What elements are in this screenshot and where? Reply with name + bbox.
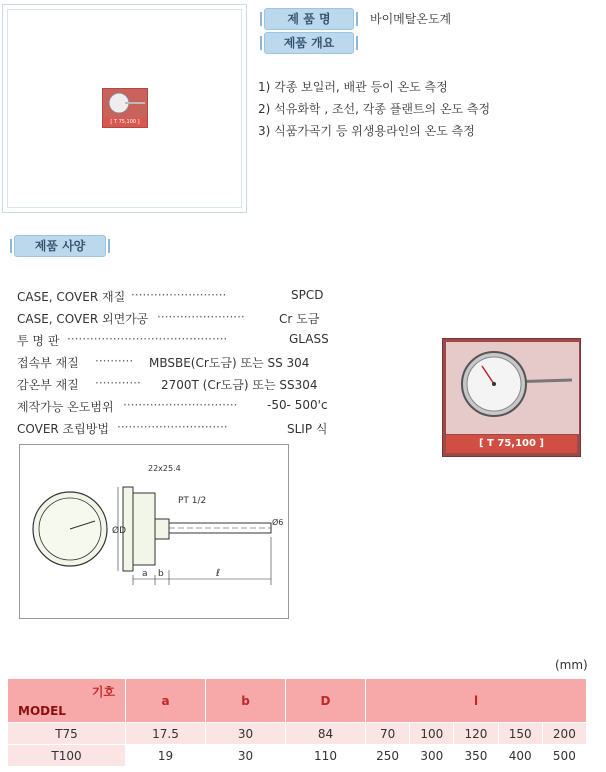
cell-d: 110 — [286, 745, 366, 767]
cell-b: 30 — [206, 745, 286, 767]
spec-value: SPCD — [291, 288, 324, 302]
table-row — [8, 723, 587, 745]
spec-label-text: CASE, COVER 외면가공 — [17, 312, 149, 326]
spec-label-text: 감온부 재질 — [17, 378, 79, 392]
spec-label-text: COVER 조립방법 — [17, 422, 109, 436]
spec-row — [17, 398, 328, 415]
cell-l: 300 — [410, 745, 454, 767]
cell-model: T75 — [8, 723, 126, 745]
cell-l: 400 — [498, 745, 542, 767]
cell-l: 70 — [366, 723, 410, 745]
header-d: D — [286, 679, 366, 723]
product-photo-frame — [2, 4, 247, 213]
unit-label: (mm) — [555, 658, 588, 672]
product-photo-bg — [446, 342, 577, 434]
dimension-table — [7, 678, 587, 767]
spec-value: -50- 500'c — [267, 398, 328, 412]
dim-b-label: b — [158, 569, 164, 579]
spec-dots: ························· — [131, 288, 227, 302]
spec-label-text: 투 명 판 — [17, 334, 60, 348]
product-name-value: 바이메탈온도계 — [370, 12, 452, 26]
spec-dots: ·········· — [95, 354, 134, 368]
cell-l: 350 — [454, 745, 498, 767]
cell-l: 200 — [542, 723, 586, 745]
spec-label-text: 접속부 재질 — [17, 356, 79, 370]
product-photo-caption: [ T 75,100 ] — [446, 435, 577, 453]
table-header-row — [8, 679, 587, 723]
spec-row — [17, 310, 320, 327]
dim-pt-label: PT 1/2 — [178, 496, 207, 506]
cell-model: T100 — [8, 745, 126, 767]
spec-value: GLASS — [289, 332, 329, 346]
cell-l: 150 — [498, 723, 542, 745]
header-a: a — [126, 679, 206, 723]
overview-item: 2) 석유화학 , 조선, 각종 플랜트의 온도 측정 — [258, 102, 491, 116]
overview-item: 3) 식품가곡기 등 위생용라인의 온도 측정 — [258, 124, 475, 138]
spec-dots: ······························ — [123, 398, 238, 412]
spec-value: 2700T (Cr도금) 또는 SS304 — [161, 378, 318, 392]
spec-row — [17, 376, 318, 393]
header-model-cell — [8, 679, 126, 723]
header-b: b — [206, 679, 286, 723]
spec-dots: ····························· — [117, 420, 228, 434]
spec-dots: ······················· — [157, 310, 245, 324]
product-thumbnail[interactable] — [102, 88, 148, 128]
spec-value: MBSBE(Cr도금) 또는 SS 304 — [149, 356, 310, 370]
spec-dots: ·········································· — [67, 332, 228, 346]
spec-label-text: CASE, COVER 재질 — [17, 290, 126, 304]
table-row — [8, 745, 587, 767]
product-photo-inner — [7, 9, 242, 208]
spec-value: SLIP 식 — [287, 422, 328, 436]
spec-dots: ············ — [95, 376, 141, 390]
bimetal-thermometer-icon — [446, 342, 579, 434]
thumb-caption: [ T 75,100 ] — [103, 118, 147, 127]
cell-a: 19 — [126, 745, 206, 767]
dim-d-label: ØD — [112, 526, 127, 536]
header-model: MODEL — [18, 704, 66, 718]
header-symbol: 기호 — [91, 685, 115, 699]
spec-row — [17, 288, 324, 305]
cell-l: 100 — [410, 723, 454, 745]
technical-drawing — [19, 444, 289, 619]
spec-row — [17, 354, 310, 371]
overview-item: 1) 각종 보일러, 배관 등이 온도 측정 — [258, 80, 448, 94]
spec-row — [17, 420, 328, 437]
cell-b: 30 — [206, 723, 286, 745]
spec-label: 제품 사양 — [14, 235, 106, 257]
cell-l: 120 — [454, 723, 498, 745]
overview-list — [258, 76, 490, 142]
spec-row — [17, 332, 329, 349]
dim-22-label: 22x25.4 — [148, 464, 181, 473]
spec-value: Cr 도금 — [279, 312, 320, 326]
dim-a-label: a — [142, 569, 148, 579]
dim-l-label: ℓ — [216, 568, 221, 579]
cell-l: 250 — [366, 745, 410, 767]
product-photo[interactable] — [442, 338, 581, 457]
spec-label-text: 제작가능 온도범위 — [17, 400, 114, 414]
dim-d6-label: Ø6 — [272, 518, 284, 527]
overview-label: 제품 개요 — [264, 32, 354, 54]
cell-l: 500 — [542, 745, 586, 767]
dimension-drawing-icon — [20, 445, 288, 618]
cell-d: 84 — [286, 723, 366, 745]
thermometer-thumb-icon — [103, 89, 149, 119]
header-l: l — [366, 679, 587, 723]
cell-a: 17.5 — [126, 723, 206, 745]
product-name-label: 제 품 명 — [264, 8, 354, 30]
